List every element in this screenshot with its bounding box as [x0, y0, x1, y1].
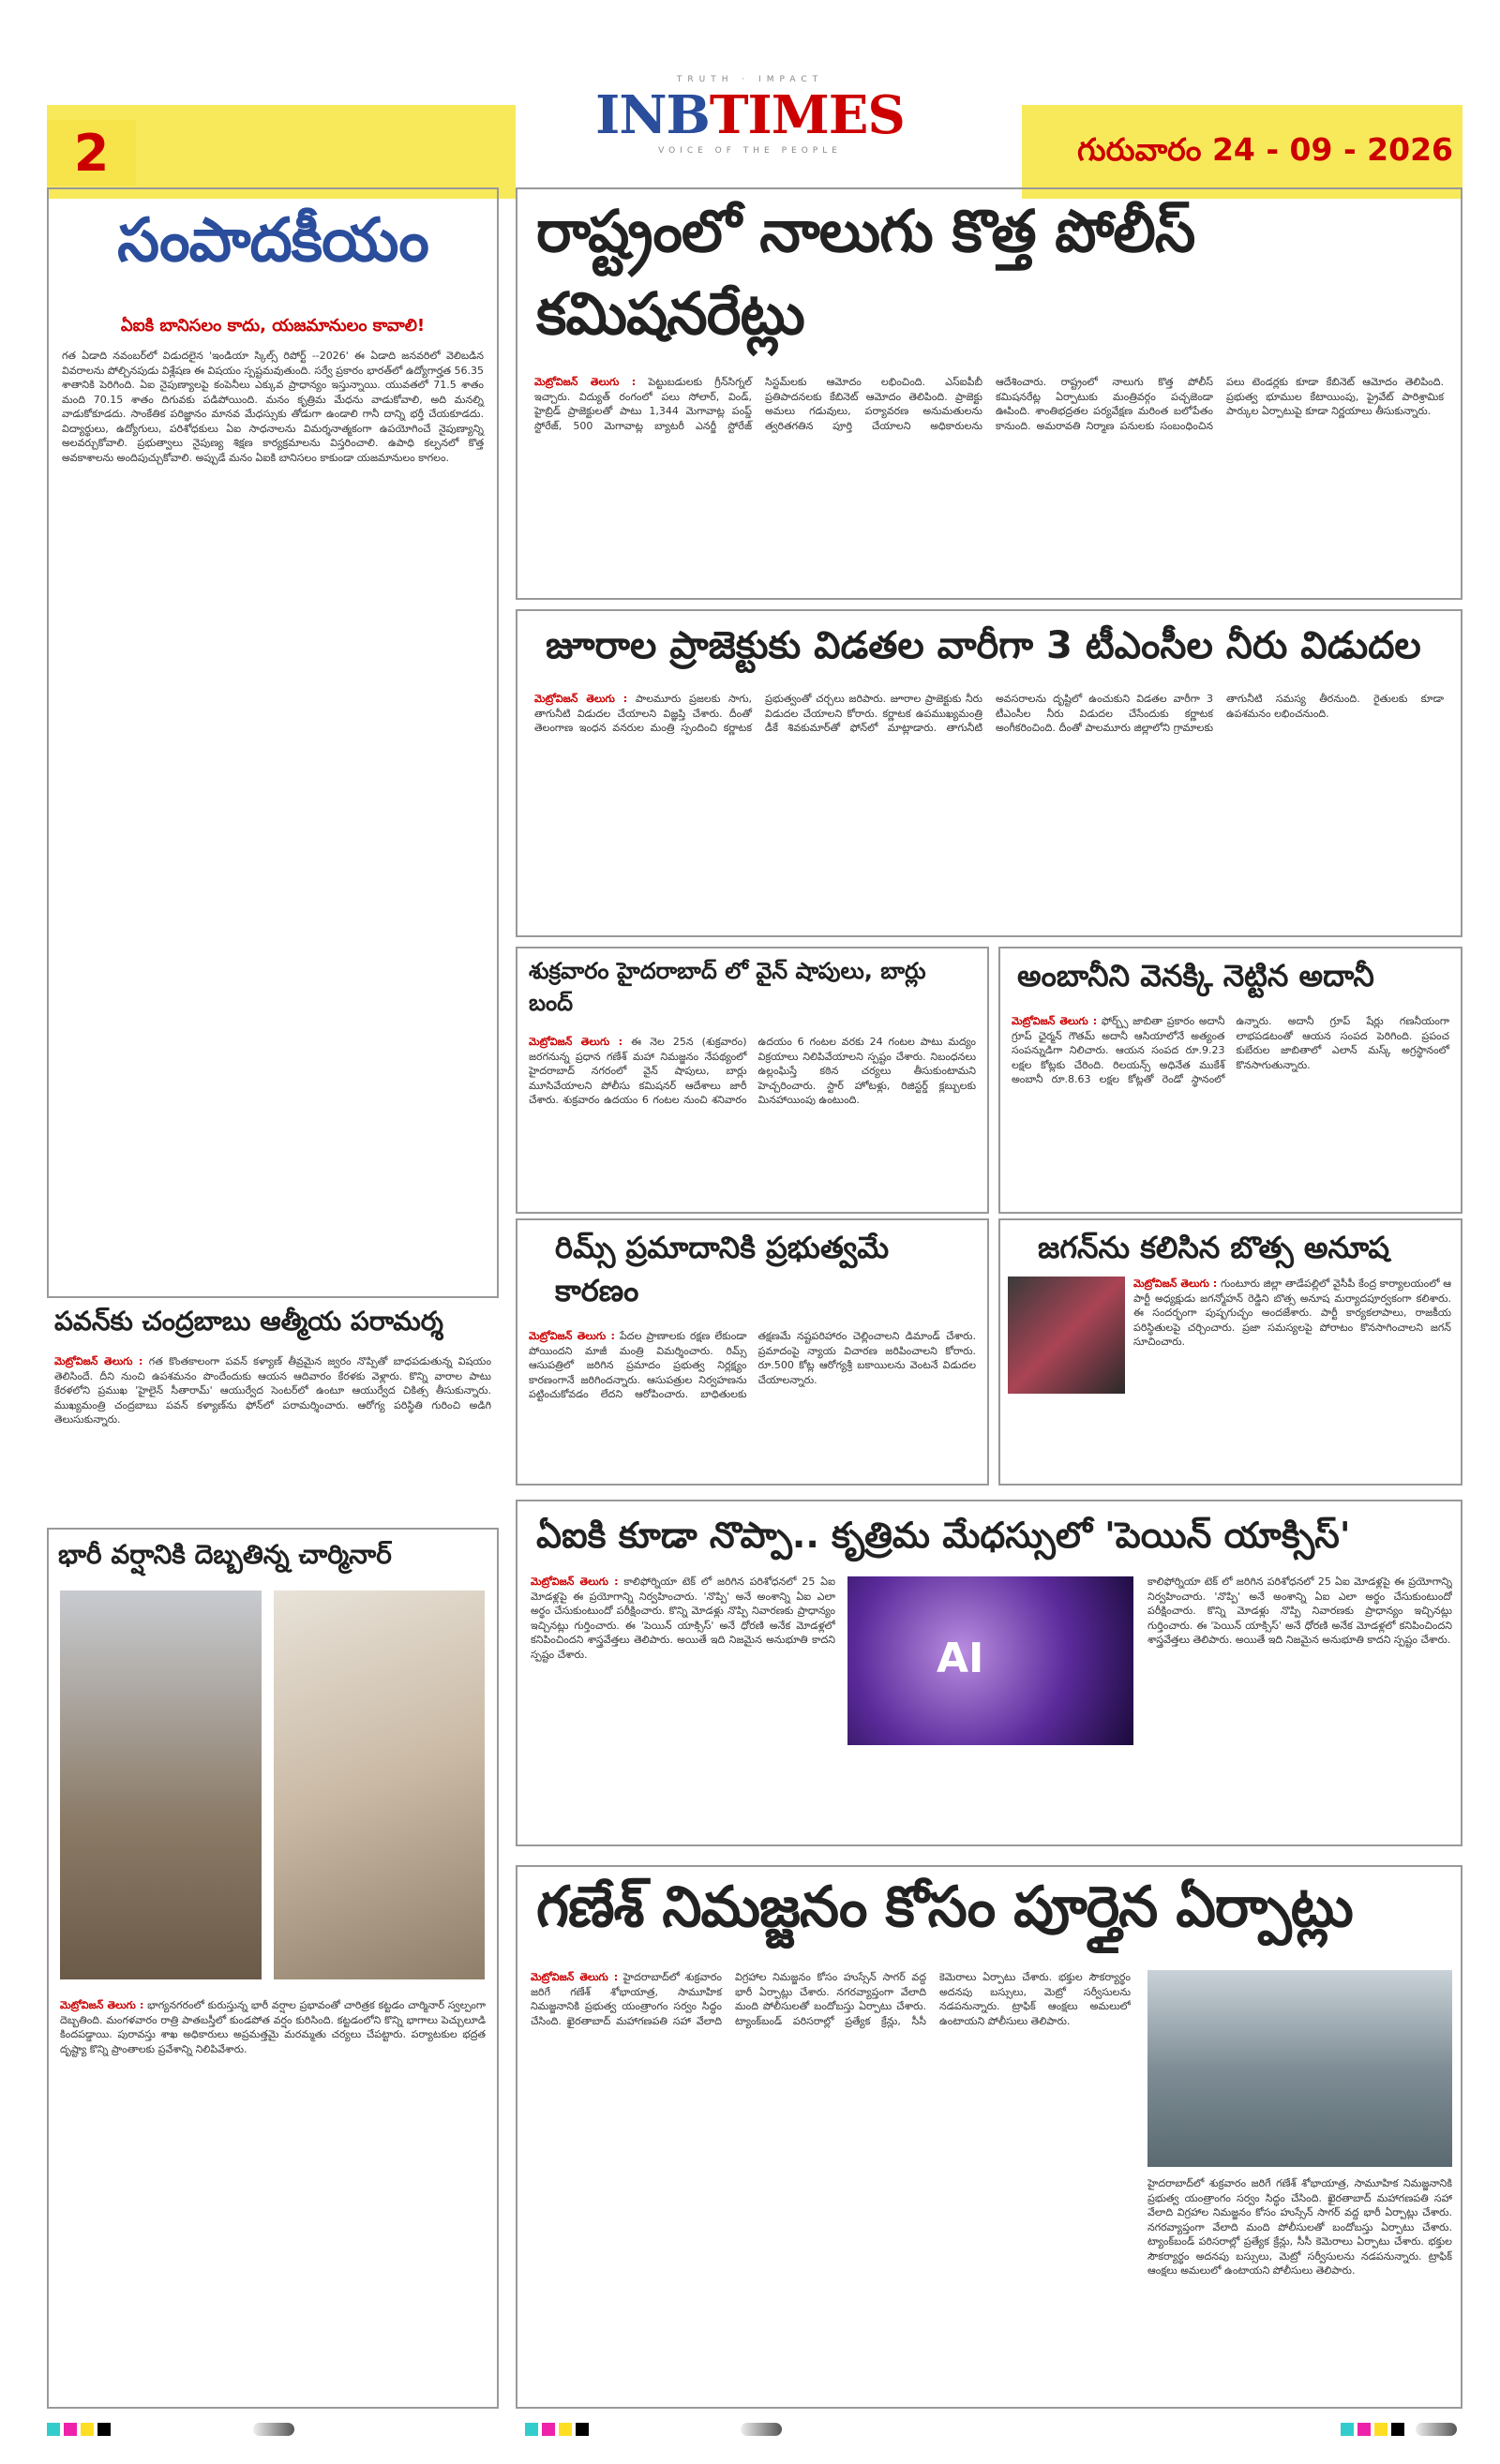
body-ganesh-right: హైదరాబాద్‌లో శుక్రవారం జరిగే గణేశ్ శోభాయాత్ర, సామూహిక నిమజ్జనానికి ప్రభుత్వ యంత్రాంగం సర్వం సిద్ధం చేసింది. ఖైరతాబాద్ మహాగణపతి సహా వేలాది విగ్రహాల నిమజ్జనం కోసం హుస్సేన్ సాగర్ వద్ద భారీ ఏర్పాట్లు చేశారు. నగరవ్యాప్తంగా వేలాది మంది పోలీసులతో బందోబస్తు ఏర్పాటు చేశారు. ట్యాంక్‌బండ్ పరిసరాల్లో ప్రత్యేక క్రేన్లు, సీసీ కెమెరాలు ఏర్పాటు చేశారు. భక్తుల సౌకర్యార్థం అదనపు బస్సులు, మెట్రో సర్వీసులను నడపనున్నారు. ట్రాఫిక్ ఆంక్షలు అమలులో ఉంటాయని పోలీసులు తెలిపారు.	[1148, 2177, 1452, 2277]
issue-date: గురువారం 24 - 09 - 2026	[1076, 131, 1453, 168]
masthead	[581, 75, 919, 206]
charminar-photo	[60, 1590, 262, 1979]
body-ganesh	[531, 1970, 1131, 2397]
text-jagan: గుంటూరు జిల్లా తాడేపల్లిలో వైసీపీ కేంద్ర కార్యాలయంలో ఆ పార్టీ అధ్యక్షుడు జగన్మోహన్ రెడ్డిని బొత్స అనూష మర్యాదపూర్వకంగా కలిశారు. ఈ సందర్భంగా పుష్పగుచ్ఛం అందజేశారు. పార్టీ కార్యకలాపాలు, రాజకీయ పరిస్థితులపై చర్చించారు. ప్రజా సమస్యలపై పోరాటం కొనసాగించాలని జగన్ సూచించారు.	[1133, 1277, 1451, 1348]
body-jurala	[518, 686, 1461, 930]
byline-charminar: మెట్రోవిజన్ తెలుగు :	[60, 1999, 144, 2011]
registration-bar-right	[1341, 2423, 1408, 2440]
reg-yellow	[559, 2423, 572, 2436]
headline-charminar: భారీ వర్షానికి దెబ్బతిన్న చార్మినార్	[58, 1539, 392, 1570]
reg-yellow	[1374, 2423, 1388, 2436]
headline-adani: అంబానీని వెనక్కి నెట్టిన అదానీ	[1017, 958, 1374, 993]
logo-inb: INB	[595, 84, 710, 146]
text-wine: ఈ నెల 25న (శుక్రవారం) జరగనున్న ప్రధాన గణేశ్ మహా నిమజ్జనం నేపథ్యంలో హైదరాబాద్ నగరంలో వైన్ షాపులు, బార్లు మూసివేయాలని పోలీసు కమిషనర్ ఆదేశాలు జారీ చేశారు. శుక్రవారం ఉదయం 6 గంటల నుంచి శనివారం ఉదయం 6 గంటల వరకు 24 గంటల పాటు మద్యం విక్రయాలు నిలిపివేయాలని స్పష్టం చేశారు. నిబంధనలు ఉల్లంఘిస్తే కఠిన చర్యలు తీసుకుంటామని హెచ్చరించారు. స్టార్ హోటళ్లు, రిజిస్టర్డ్ క్లబ్బులకు మినహాయింపు ఉంటుంది.	[529, 1036, 976, 1106]
headline-ganesh: గణేశ్ నిమజ్జనం కోసం పూర్తైన ఏర్పాట్లు	[536, 1874, 1353, 1940]
story-jurala	[516, 609, 1462, 937]
registration-pill-2	[741, 2423, 782, 2436]
reg-cyan	[1341, 2423, 1354, 2436]
headline-jurala: జూరాల ప్రాజెక్టుకు విడతల వారీగా 3 టీఎంసీల నీరు విడుదల	[546, 624, 1421, 667]
headline-wine: శుక్రవారం హైదరాబాద్ లో వైన్ షాపులు, బార్లు బంద్	[529, 958, 926, 1016]
body-jagan	[1133, 1277, 1451, 1478]
byline-wine: మెట్రోవిజన్ తెలుగు :	[529, 1036, 623, 1048]
registration-pill-3	[1416, 2423, 1457, 2436]
text-jurala: పాలమూరు ప్రజలకు సాగు, తాగునీటి విడుదల చేయాలని విజ్ఞప్తి చేశారు. దీంతో తెలంగాణ ఇంధన వనరుల మంత్రి స్పందించి కర్ణాటక ప్రభుత్వంతో చర్చలు జరిపారు. జూరాల ప్రాజెక్టుకు నీరు విడుదల చేయాలని కోరారు. కర్ణాటక ఉపముఖ్యమంత్రి డీకే శివకుమార్‌తో ఫోన్‌లో మాట్లాడారు. తాగునీటి అవసరాలను దృష్టిలో ఉంచుకుని విడతల వారీగా 3 టీఎంసీల నీరు విడుదల చేసేందుకు కర్ణాటక అంగీకరించింది. దీంతో పాలమూరు జిల్లాలోని గ్రామాలకు తాగునీటి సమస్య తీరనుంది. రైతులకు కూడా ఉపశమనం లభించనుంది.	[534, 693, 1444, 734]
story-rims	[516, 1218, 989, 1486]
reg-magenta	[542, 2423, 555, 2436]
text-police: పెట్టుబడులకు గ్రీన్‌సిగ్నల్ ఇచ్చారు. విద్యుత్ రంగంలో పలు సోలార్, విండ్, హైబ్రిడ్ ప్రాజెక్టులతో పాటు 1,344 మెగావాట్ల పంప్డ్ స్టోరేజ్, 500 మెగావాట్ల బ్యాటరీ ఎనర్జీ స్టోరేజ్ సిస్టమ్‌లకు ఆమోదం లభించింది. ఎస్ఐపీబీ ప్రతిపాదనలకు కేబినెట్ ఆమోదం తెలిపింది. ప్రాజెక్టు అమలు గడువులు, పర్యావరణ అనుమతులను త్వరితగతిన పూర్తి చేయాలని అధికారులను ఆదేశించారు. రాష్ట్రంలో నాలుగు కొత్త పోలీస్ కమిషనరేట్ల ఏర్పాటుకు మంత్రివర్గం పచ్చజెండా ఊపింది. శాంతిభద్రతల పర్యవేక్షణ మరింత బలోపేతం కానుంది. అమరావతి నిర్మాణ పనులకు సంబంధించిన పలు టెండర్లకు కూడా కేబినెట్ ఆమోదం తెలిపింది. ప్రభుత్వ భూముల కేటాయింపు, ప్రైవేట్ పారిశ్రామిక పార్కుల ఏర్పాటుపై కూడా నిర్ణయాలు తీసుకున్నారు.	[534, 376, 1444, 432]
story-ganesh	[516, 1865, 1462, 2409]
jagan-photo	[1008, 1277, 1125, 1394]
body-ai-right: కాలిఫోర్నియా టెక్ లో జరిగిన పరిశోధనలో 25 ఏఐ మోడళ్లపై ఈ ప్రయోగాన్ని నిర్వహించారు. 'నొప్పి' అనే అంశాన్ని ఏఐ ఎలా అర్థం చేసుకుంటుందో పరీక్షించారు. కొన్ని మోడళ్లు నొప్పి నివారణకు ప్రాధాన్యం ఇచ్చినట్లు గుర్తించారు. ఈ 'పెయిన్ యాక్సిస్' అనే ధోరణి అనేక మోడళ్లలో కనిపించిందని శాస్త్రవేత్తలు తెలిపారు. అయితే ఇది నిజమైన అనుభూతి కాదని స్పష్టం చేశారు.	[1148, 1575, 1452, 1646]
masthead-logo	[581, 84, 919, 146]
story-police	[516, 187, 1462, 600]
byline-adani: మెట్రోవిజన్ తెలుగు :	[1012, 1015, 1098, 1027]
byline-pawan: మెట్రోవిజన్ తెలుగు :	[54, 1355, 143, 1367]
story-ai	[516, 1500, 1462, 1846]
story-adani	[998, 947, 1462, 1214]
byline-jagan: మెట్రోవిజన్ తెలుగు :	[1133, 1277, 1218, 1290]
reg-magenta	[64, 2423, 77, 2436]
byline-police: మెట్రోవిజన్ తెలుగు :	[534, 376, 637, 388]
editorial-box	[47, 187, 499, 1298]
masthead-tagline: VOICE OF THE PEOPLE	[658, 146, 842, 156]
text-ai: కాలిఫోర్నియా టెక్ లో జరిగిన పరిశోధనలో 25 ఏఐ మోడళ్లపై ఈ ప్రయోగాన్ని నిర్వహించారు. 'నొప్పి' అనే అంశాన్ని ఏఐ ఎలా అర్థం చేసుకుంటుందో పరీక్షించారు. కొన్ని మోడళ్లు నొప్పి నివారణకు ప్రాధాన్యం ఇచ్చినట్లు గుర్తించారు. ఈ 'పెయిన్ యాక్సిస్' అనే ధోరణి అనేక మోడళ్లలో కనిపించిందని శాస్త్రవేత్తలు తెలిపారు. అయితే ఇది నిజమైన అనుభూతి కాదని స్పష్టం చేశారు.	[531, 1575, 835, 1661]
reg-cyan	[47, 2423, 60, 2436]
ganesh-photo	[1148, 1970, 1452, 2167]
text-ganesh: హైదరాబాద్‌లో శుక్రవారం జరిగే గణేశ్ శోభాయాత్ర, సామూహిక నిమజ్జనానికి ప్రభుత్వ యంత్రాంగం సర్వం సిద్ధం చేసింది. ఖైరతాబాద్ మహాగణపతి సహా వేలాది విగ్రహాల నిమజ్జనం కోసం హుస్సేన్ సాగర్ వద్ద భారీ ఏర్పాట్లు చేశారు. నగరవ్యాప్తంగా వేలాది మంది పోలీసులతో బందోబస్తు ఏర్పాటు చేశారు. ట్యాంక్‌బండ్ పరిసరాల్లో ప్రత్యేక క్రేన్లు, సీసీ కెమెరాలు ఏర్పాటు చేశారు. భక్తుల సౌకర్యార్థం అదనపు బస్సులు, మెట్రో సర్వీసులను నడపనున్నారు. ట్రాఫిక్ ఆంక్షలు అమలులో ఉంటాయని పోలీసులు తెలిపారు.	[531, 1971, 1131, 2027]
reg-yellow	[81, 2423, 94, 2436]
reg-black	[1391, 2423, 1404, 2436]
logo-times: TIMES	[709, 84, 905, 146]
text-rims: పేదల ప్రాణాలకు రక్షణ లేకుండా పోయిందని మాజీ మంత్రి విమర్శించారు. రిమ్స్ ఆసుపత్రిలో జరిగిన ప్రమాదం ప్రభుత్వ నిర్లక్ష్యం కారణంగానే జరిగిందన్నారు. ఆసుపత్రుల నిర్వహణను పట్టించుకోవడం లేదని ఆరోపించారు. బాధితులకు తక్షణమే నష్టపరిహారం చెల్లించాలని డిమాండ్ చేశారు. ప్రమాదంపై న్యాయ విచారణ జరిపించాలని కోరారు. రూ.500 కోట్ల ఆరోగ్యశ్రీ బకాయిలను వెంటనే విడుదల చేయాలన్నారు.	[529, 1330, 976, 1400]
headline-rims: రిమ్స్ ప్రమాదానికి ప్రభుత్వమే కారణం	[555, 1230, 890, 1308]
byline-ai: మెట్రోవిజన్ తెలుగు :	[531, 1575, 619, 1588]
body-charminar	[60, 1998, 486, 2373]
text-pawan: గత కొంతకాలంగా పవన్ కళ్యాణ్ తీవ్రమైన జ్వరం నొప్పితో బాధపడుతున్న విషయం తెలిసిందే. దీని నుంచి ఉపశమనం పొందేందుకు ఆయన ఆదివారం కేరళకు వెళ్లారు. కొన్ని వారాల పాటు కేరళలోని ప్రముఖ 'హైలైన్ సీతారామ్' ఆయుర్వేద సెంటర్‌లో ఉంటూ ఆయుర్వేద చికిత్స తీసుకున్నారు. ముఖ్యమంత్రి చంద్రబాబు పవన్ కళ్యాణ్‌ను ఫోన్‌లో పరామర్శించారు. ఆరోగ్య పరిస్థితి గురించి అడిగి తెలుసుకున్నారు.	[54, 1355, 492, 1426]
story-charminar	[47, 1528, 499, 2409]
registration-bar-left	[47, 2423, 114, 2440]
byline-rims: మెట్రోవిజన్ తెలుగు :	[529, 1330, 615, 1342]
headline-police: రాష్ట్రంలో నాలుగు కొత్త పోలీస్ కమిషనరేట్లు	[536, 197, 1195, 348]
text-charminar: భాగ్యనగరంలో కురుస్తున్న భారీ వర్షాల ప్రభావంతో చారిత్రక కట్టడం చార్మినార్ స్వల్పంగా దెబ్బతింది. మంగళవారం రాత్రి పాతబస్తీలో కుండపోత వర్షం కురిసింది. కట్టడంలోని కొన్ని భాగాలు పెచ్చులూడి కిందపడ్డాయి. పురావస్తు శాఖ అధికారులు అప్రమత్తమై మరమ్మతు చర్యలు చేపట్టారు. పర్యాటకుల భద్రత దృష్ట్యా కొన్ని ప్రాంతాలకు ప్రవేశాన్ని నిలిపివేశారు.	[60, 1999, 486, 2055]
story-pawan	[47, 1298, 499, 1523]
body-pawan	[47, 1351, 499, 1524]
body-wine	[518, 1031, 987, 1237]
reg-black	[98, 2423, 111, 2436]
ai-illustration	[848, 1576, 1133, 1745]
registration-bar-mid	[525, 2423, 592, 2440]
body-ai-left	[531, 1575, 835, 1837]
charminar-damage-photo	[274, 1590, 485, 1979]
byline-jurala: మెట్రోవిజన్ తెలుగు :	[534, 693, 628, 705]
masthead-tagline-top: TRUTH · IMPACT	[676, 75, 824, 84]
reg-cyan	[525, 2423, 538, 2436]
byline-ganesh: మెట్రోవిజన్ తెలుగు :	[531, 1971, 619, 1983]
editorial-subtitle: ఏఐకి బానిసలం కాదు, యజమానులం కావాలి!	[58, 316, 488, 339]
editorial-title: సంపాదకీయం	[117, 206, 428, 276]
text-adani: ఫోర్బ్స్ జాబితా ప్రకారం అదానీ గ్రూప్ ఛైర్మన్ గౌతమ్ అదానీ ఆసియాలోనే అత్యంత సంపన్నుడిగా నిలిచారు. ఆయన సంపద రూ.9.23 లక్షల కోట్లకు చేరింది. రిలయన్స్ అధినేత ముకేశ్ అంబానీ రూ.8.63 లక్షల కోట్లతో రెండో స్థానంలో ఉన్నారు. అదానీ గ్రూప్ షేర్లు గణనీయంగా లాభపడటంతో ఆయన సంపద పెరిగింది. ప్రపంచ కుబేరుల జాబితాలో ఎలాన్ మస్క్ అగ్రస్థానంలో కొనసాగుతున్నారు.	[1012, 1015, 1449, 1085]
story-jagan	[998, 1218, 1462, 1486]
page-number: 2	[47, 120, 136, 186]
story-wine	[516, 947, 989, 1214]
ai-illustration-label: AI	[937, 1635, 984, 1682]
headline-jagan: జగన్‌ను కలిసిన బొత్స అనూష	[1038, 1230, 1390, 1265]
body-adani	[1000, 1010, 1461, 1217]
registration-pill-1	[253, 2423, 294, 2436]
headline-ai: ఏఐకి కూడా నొప్పా.. కృత్రిమ మేధస్సులో 'పెయిన్ యాక్సిస్'	[536, 1515, 1351, 1556]
editorial-body: గత ఏడాది నవంబర్‌లో విడుదలైన 'ఇండియా స్కిల్స్ రిపోర్ట్ --2026' ఈ ఏడాది జనవరిలో వెలిబడిన వివరాలను పోల్చినపుడు విశ్లేషణ ఈ విషయం స్పష్టమవుతుంది. సర్వే ప్రకారం భారత్‌లో ఉద్యోగార్హత 56.35 శాతానికి పెరిగింది. ఏఐ నైపుణ్యాలపై కంపెనీలు ఎక్కువ ప్రాధాన్యం ఇస్తున్నాయి. యువతలో 71.5 శాతం మంది 70.15 శాతం దిగువకు పడిపోయింది. మనం కృత్రిమ మేధను వాడుకోవాలి, అది మనల్ని వాడుకోకూడదు. సాంకేతిక పరిజ్ఞానం మానవ మేధస్సుకు తోడుగా ఉండాలి గానీ దాన్ని భర్తీ చేయకూడదు. విద్యార్థులు, ఉద్యోగులు, పరిశోధకులు ఏఐ సాధనాలను విమర్శనాత్మకంగా ఉపయోగించే నైపుణ్యాన్ని అలవర్చుకోవాలి. ప్రభుత్వాలు నైపుణ్య శిక్షణ కార్యక్రమాలను విస్తరించాలి. ఉపాధి కల్పనలో కొత్త అవకాశాలను అందిపుచ్చుకోవాలి. అప్పుడే మనం ఏఐకి బానిసలం కాకుండా యజమానులం కాగలం.	[62, 350, 484, 464]
headline-pawan: పవన్‌కు చంద్రబాబు ఆత్మీయ పరామర్శ	[54, 1306, 443, 1337]
reg-magenta	[1358, 2423, 1371, 2436]
reg-black	[576, 2423, 589, 2436]
